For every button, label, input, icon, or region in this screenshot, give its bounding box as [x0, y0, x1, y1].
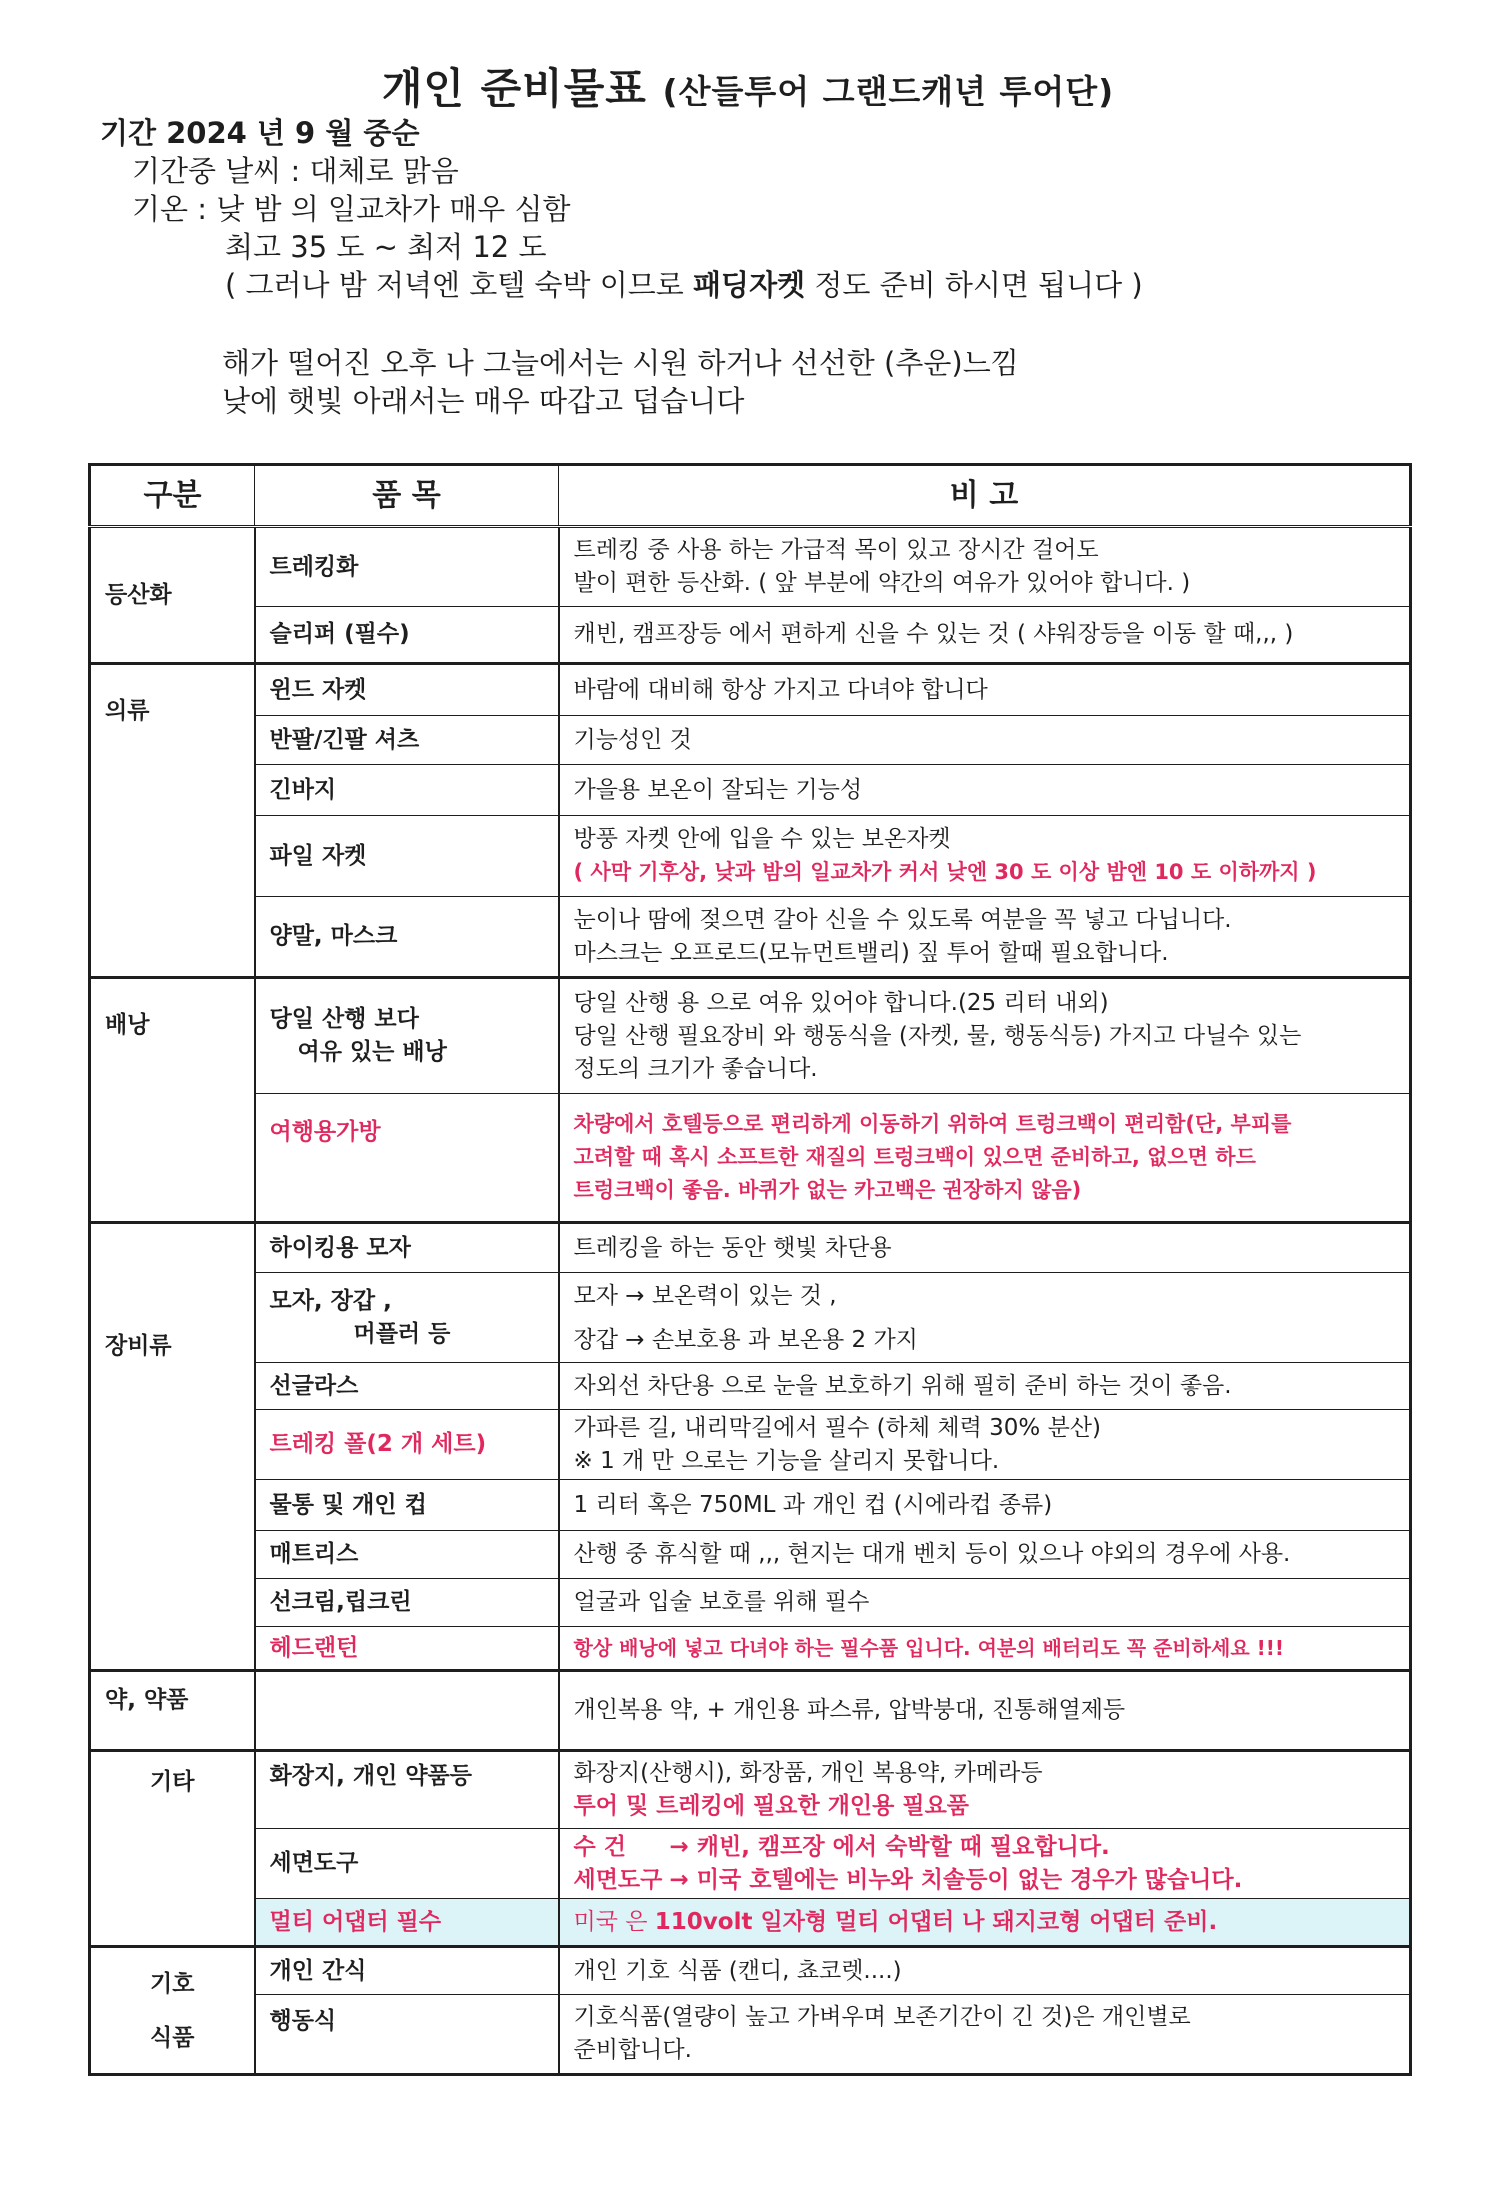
item-note [559, 1094, 1411, 1223]
table-row [90, 1410, 1411, 1480]
item-note [559, 978, 1411, 1094]
note-label: 세면도구 [573, 1866, 663, 1893]
item-note [559, 1995, 1411, 2075]
table-row [90, 1671, 1411, 1751]
item-note [559, 1751, 1411, 1829]
table-row [90, 1273, 1411, 1363]
item-note [559, 897, 1411, 978]
table-row [90, 1480, 1411, 1531]
item-note: 바람에 대비해 항상 가지고 다녀야 합니다 [559, 664, 1411, 716]
note-line: 방풍 자켓 안에 입을 수 있는 보온자켓 [573, 826, 951, 852]
item-note [559, 816, 1411, 897]
note-line: 화장지(산행시), 화장품, 개인 복용약, 카메라등 [573, 1760, 1043, 1786]
intro-note-pre: ( 그러나 밤 저녁엔 호텔 숙박 이므로 [225, 268, 694, 302]
item-note: 1 리터 혹은 750ML 과 개인 컵 (시에라컵 종류) [559, 1480, 1411, 1531]
table-row [90, 765, 1411, 816]
item-name: 선글라스 [255, 1363, 559, 1410]
header-item: 품 목 [255, 465, 559, 527]
note-line [574, 1831, 1396, 1864]
table-row [90, 816, 1411, 897]
item-name: 트레킹화 [255, 527, 559, 607]
checklist-table [88, 463, 1412, 2076]
note-line: 트레킹 중 사용 하는 가급적 목이 있고 장시간 걸어도 [573, 537, 1099, 563]
item-name: 매트리스 [255, 1531, 559, 1579]
item-note: 개인 기호 식품 (캔디, 쵸코렛....) [559, 1947, 1411, 1995]
note-line: 당일 산행 용 으로 여유 있어야 합니다.(25 리터 내외) [573, 989, 1109, 1016]
note-line [574, 1864, 1396, 1897]
table-row [90, 1094, 1411, 1223]
table-row [90, 1363, 1411, 1410]
item-name: 화장지, 개인 약품등 [255, 1751, 559, 1829]
category-line: 기호 [150, 1970, 195, 1997]
item-name: 행동식 [255, 1995, 559, 2075]
note-label: 수 건 [573, 1833, 626, 1860]
table-row [90, 1579, 1411, 1627]
category-etc: 기타 [90, 1751, 255, 1947]
table-row [90, 1627, 1411, 1671]
category-backpack: 배낭 [90, 978, 255, 1223]
header-category: 구분 [90, 465, 255, 527]
item-name: 윈드 자켓 [255, 664, 559, 716]
table-row [90, 1947, 1411, 1995]
item-note: 기능성인 것 [559, 716, 1411, 765]
note-line: 가파른 길, 내리막길에서 필수 (하체 체력 30% 분산) [573, 1414, 1101, 1441]
item-name [255, 978, 559, 1094]
item-note [559, 527, 1411, 607]
category-shoes: 등산화 [90, 527, 255, 664]
title-sub: (산들투어 그랜드캐년 투어단) [662, 72, 1115, 111]
intro-note [225, 266, 1143, 304]
category-equipment: 장비류 [90, 1223, 255, 1671]
note-line: 눈이나 땀에 젖으면 갈아 신을 수 있도록 여분을 꼭 넣고 다닙니다. [573, 906, 1232, 933]
note-line: ※ 1 개 만 으로는 기능을 살리지 못합니다. [573, 1447, 1000, 1474]
note-line: 마스크는 오프로드(모뉴먼트밸리) 짚 투어 할때 필요합니다. [573, 939, 1169, 966]
page-title [0, 56, 1496, 116]
note-line-emphasis: 투어 및 트레킹에 필요한 개인용 필요품 [573, 1793, 970, 1819]
note-line: 트렁크백이 좋음. 바퀴가 없는 카고백은 권장하지 않음) [573, 1178, 1082, 1202]
item-note: 개인복용 약, + 개인용 파스류, 압박붕대, 진통해열제등 [559, 1671, 1411, 1751]
item-note [559, 1829, 1411, 1899]
table-row [90, 1751, 1411, 1829]
table-row [90, 897, 1411, 978]
item-name: 슬리퍼 (필수) [255, 607, 559, 664]
item-note: 항상 배낭에 넣고 다녀야 하는 필수품 입니다. 여분의 배터리도 꼭 준비하세요 !!! [559, 1627, 1411, 1671]
item-note: 산행 중 휴식할 때 ,,, 현지는 대개 벤치 등이 있으나 야외의 경우에 사용. [559, 1531, 1411, 1579]
note-line: 준비합니다. [573, 2037, 692, 2063]
table-row [90, 1829, 1411, 1899]
note-line: 차량에서 호텔등으로 편리하게 이동하기 위하여 트렁크백이 편리함(단, 부피를 [573, 1112, 1292, 1136]
item-name: 양말, 마스크 [255, 897, 559, 978]
note-line: 기호식품(열량이 높고 가벼우며 보존기간이 긴 것)은 개인별로 [573, 2004, 1191, 2030]
note-text-emphasis: 110volt 일자형 멀티 어댑터 나 돼지코형 어댑터 준비. [654, 1908, 1218, 1935]
item-name: 트레킹 폴(2 개 세트) [255, 1410, 559, 1480]
intro-weather: 기간중 날씨 : 대체로 맑음 [132, 154, 459, 188]
title-main: 개인 준비물표 [381, 64, 647, 113]
item-name-line: 모자, 장갑 , [269, 1287, 392, 1314]
item-name: 하이킹용 모자 [255, 1223, 559, 1273]
item-note [559, 1899, 1411, 1947]
note-text: → 미국 호텔에는 비누와 치솔등이 없는 경우가 많습니다. [669, 1866, 1243, 1893]
item-name [255, 1671, 559, 1751]
item-name-line: 여유 있는 배낭 [297, 1039, 447, 1065]
item-name-line: 당일 산행 보다 [269, 1006, 419, 1032]
item-note: 트레킹을 하는 동안 햇빛 차단용 [559, 1223, 1411, 1273]
item-name: 개인 간식 [255, 1947, 559, 1995]
intro-period: 기간 2024 년 9 월 중순 [100, 116, 420, 150]
item-name: 선크림,립크린 [255, 1579, 559, 1627]
table-row [90, 527, 1411, 607]
note-line: 고려할 때 혹시 소프트한 재질의 트렁크백이 있으면 준비하고, 없으면 하드 [573, 1145, 1256, 1169]
table-row [90, 664, 1411, 716]
note-text: 미국 은 [573, 1908, 655, 1935]
category-clothing: 의류 [90, 664, 255, 978]
item-note: 자외선 차단용 으로 눈을 보호하기 위해 필히 준비 하는 것이 좋음. [559, 1363, 1411, 1410]
item-name: 긴바지 [255, 765, 559, 816]
intro-note-post: 정도 준비 하시면 됩니다 ) [805, 268, 1143, 302]
category-medicine: 약, 약품 [90, 1671, 255, 1751]
category-line: 식품 [150, 2024, 195, 2051]
table-row [90, 978, 1411, 1094]
item-name: 파일 자켓 [255, 816, 559, 897]
note-line: 모자 → 보온력이 있는 것 , [573, 1282, 837, 1309]
table-row [90, 1899, 1411, 1947]
note-line: 발이 편한 등산화. ( 앞 부분에 약간의 여유가 있어야 합니다. ) [573, 570, 1191, 596]
intro-temp: 기온 : 낮 밤 의 일교차가 매우 심함 [132, 192, 571, 226]
table-row [90, 1531, 1411, 1579]
table-header-row [90, 465, 1411, 527]
item-note: 얼굴과 입술 보호를 위해 필수 [559, 1579, 1411, 1627]
item-name: 반팔/긴팔 셔츠 [255, 716, 559, 765]
table-row [90, 1223, 1411, 1273]
category-snacks [90, 1947, 255, 2075]
item-name: 물통 및 개인 컵 [255, 1480, 559, 1531]
header-note: 비 고 [559, 465, 1411, 527]
table-row [90, 607, 1411, 664]
table-row [90, 716, 1411, 765]
note-text: → 캐빈, 캠프장 에서 숙박할 때 필요합니다. [669, 1833, 1110, 1860]
item-note: 캐빈, 캠프장등 에서 편하게 신을 수 있는 것 ( 샤워장등을 이동 할 때,,, ) [559, 607, 1411, 664]
note-line: 당일 산행 필요장비 와 행동식을 (자켓, 물, 행동식등) 가지고 다닐수 있는 [573, 1022, 1302, 1049]
item-name: 세면도구 [255, 1829, 559, 1899]
note-line: 장갑 → 손보호용 과 보온용 2 가지 [573, 1326, 918, 1353]
item-name: 여행용가방 [255, 1094, 559, 1223]
item-note: 가을용 보온이 잘되는 기능성 [559, 765, 1411, 816]
item-name: 멀티 어댑터 필수 [255, 1899, 559, 1947]
item-name: 헤드랜턴 [255, 1627, 559, 1671]
intro-range: 최고 35 도 ~ 최저 12 도 [225, 230, 547, 264]
item-note [559, 1410, 1411, 1480]
note-line: 정도의 크기가 좋습니다. [573, 1055, 818, 1082]
intro-line2: 낮에 햇빛 아래서는 매우 따갑고 덥습니다 [222, 384, 745, 418]
intro-line1: 해가 떨어진 오후 나 그늘에서는 시원 하거나 선선한 (추운)느낌 [222, 346, 1019, 380]
note-line-warning: ( 사막 기후상, 낮과 밤의 일교차가 커서 낮엔 30 도 이상 밤엔 10 도 이하까지 ) [573, 860, 1317, 884]
item-name [255, 1273, 559, 1363]
table-row [90, 1995, 1411, 2075]
intro-note-bold: 패딩자켓 [693, 268, 806, 302]
item-note [559, 1273, 1411, 1363]
item-name-line: 머플러 등 [353, 1320, 451, 1347]
